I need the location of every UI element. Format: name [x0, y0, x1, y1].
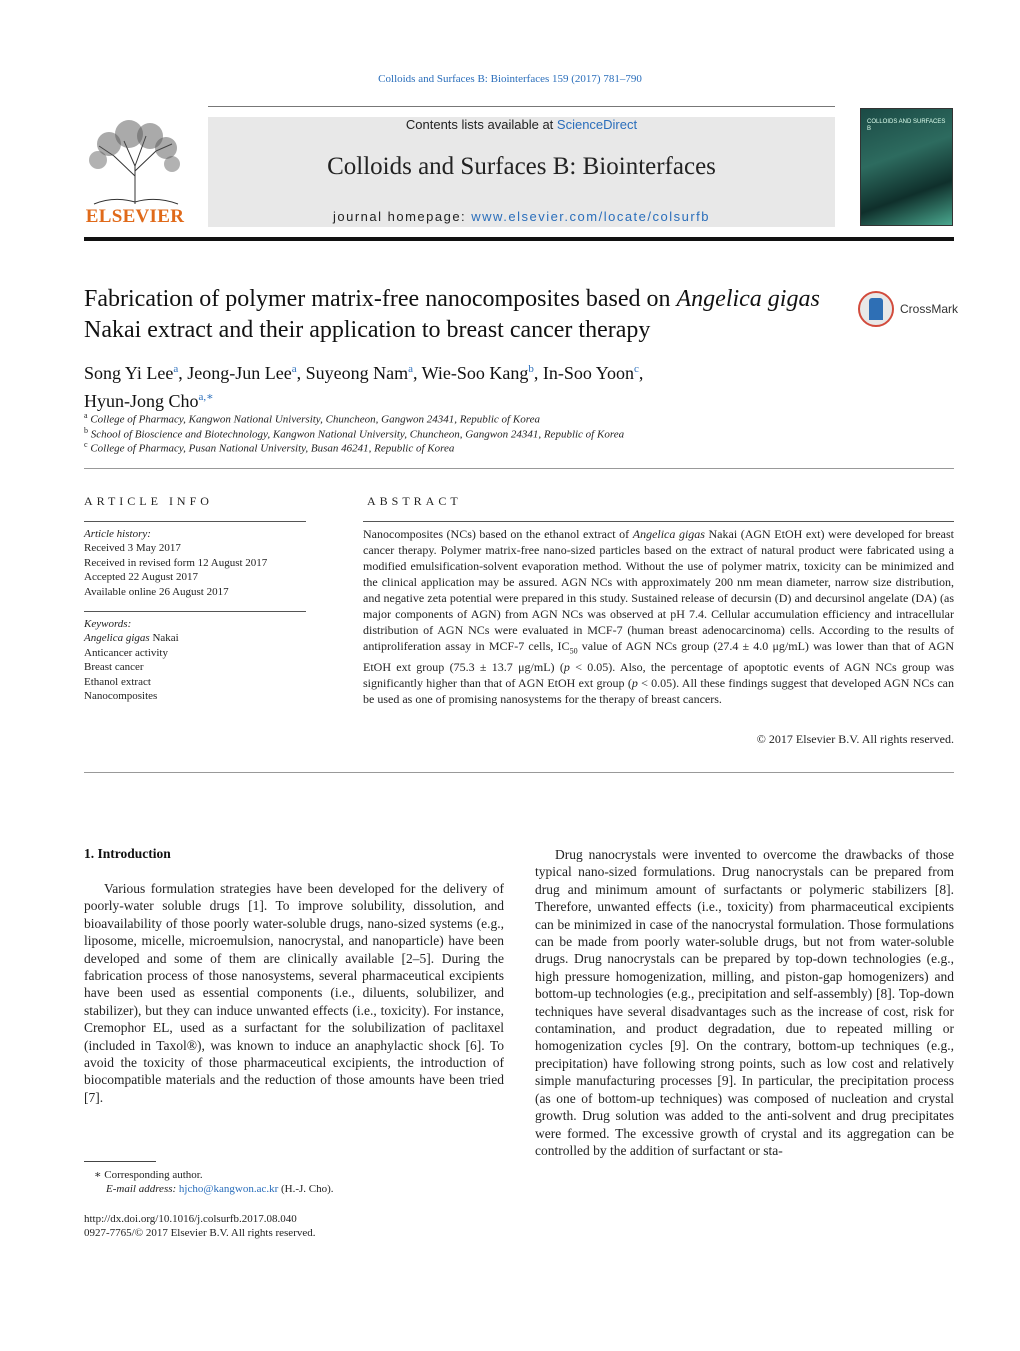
homepage-link[interactable]: www.elsevier.com/locate/colsurfb: [471, 209, 711, 224]
affiliation: [84, 411, 944, 426]
author-affil-sup[interactable]: a: [408, 363, 413, 375]
author-name[interactable]: In-Soo Yoon: [542, 363, 634, 383]
abstract-copyright: © 2017 Elsevier B.V. All rights reserved.: [756, 732, 954, 746]
keywords-rule: [84, 611, 306, 612]
title-part-3: Nakai extract and their application to breast cancer therapy: [84, 317, 651, 343]
keyword: Ethanol extract: [84, 675, 151, 688]
contents-prefix: Contents lists available at: [405, 117, 557, 132]
abstract-text-2: Nakai (AGN EtOH ext) were developed for breast cancer therapy. Polymer matrix-free nano-sized particles based on the extract of natural product were fabricated using a modified emulsification-solvent evaporation method. Without the use of polymer matrix, toxicity can be minimized and the clinical application may be assured. AGN NCs with approximately 200 nm mean diameter, narrow size distribution, and negative zeta potential were prepared in this study. Sustained release of decursin (D) and decursinol angelate (DA) (as major components of AGN) from AGN NCs was observed at pH 7.4. Cellular accumulation efficiency and intracellular distribution of AGN NCs were evaluated in MCF-7 (human breast adenocarcinoma) cells. According to the results of antiproliferation assay in MCF-7 cells, IC: [363, 527, 954, 653]
journal-header: [208, 117, 835, 227]
abstract-italic-3: p: [631, 676, 638, 691]
keyword: Nanocomposites: [84, 690, 158, 703]
abstract-italic-2: p: [563, 660, 570, 675]
abstract-italic-1: Angelica gigas: [632, 527, 705, 541]
abstract-text-1: Nanocomposites (NCs) based on the ethanol extract of: [363, 527, 633, 541]
header-bottom-rule: [84, 237, 954, 241]
abstract-text-4: < 0.05). Also, the percentage of apoptotic events of AGN NCs group was significantly higher than that of AGN EtOH ext group (: [363, 660, 954, 691]
history-item: Available online 26 August 2017: [84, 585, 229, 598]
affiliation-divider: [84, 468, 954, 469]
affiliation-sup: b: [84, 426, 88, 435]
journal-homepage: [208, 209, 835, 224]
history-item: Accepted 22 August 2017: [84, 571, 198, 584]
sciencedirect-link[interactable]: ScienceDirect: [556, 117, 638, 132]
history-label: Article history:: [84, 528, 151, 540]
keywords-label: Keywords:: [84, 618, 132, 630]
issn-line: 0927-7765/© 2017 Elsevier B.V. All rights reserved.: [84, 1227, 316, 1239]
keyword: Breast cancer: [84, 661, 144, 674]
cover-title: COLLOIDS AND SURFACES B: [867, 119, 946, 132]
elsevier-wordmark: ELSEVIER: [85, 206, 185, 227]
abstract-text-5: < 0.05). All these findings suggest that developed AGN NCs can be used as one of promising nanosystems for the therapy of breast cancers.: [363, 676, 954, 707]
abstract-rule: [363, 521, 954, 522]
affiliation: [84, 426, 944, 441]
article-info-heading: ARTICLE INFO: [84, 494, 213, 508]
contents-line: [208, 117, 835, 132]
author-affil-sup[interactable]: a: [173, 363, 179, 375]
author-name[interactable]: Song Yi Lee: [84, 363, 174, 383]
corresponding-author-note: ∗ Corresponding author.: [94, 1169, 203, 1181]
abstract-body: [363, 526, 954, 707]
affiliation-text: College of Pharmacy, Kangwon National University, Chuncheon, Gangwon 24341, Republic of Korea: [90, 413, 540, 426]
footnote-rule: [84, 1161, 156, 1162]
keywords: [84, 617, 306, 703]
affiliation-sup: a: [84, 411, 88, 420]
history-item: Received 3 May 2017: [84, 542, 181, 555]
affiliation: [84, 440, 944, 455]
author-name[interactable]: Hyun-Jong Cho: [84, 391, 199, 411]
journal-cover-image: [860, 108, 953, 226]
article-title: [84, 284, 844, 346]
email-suffix: (H.-J. Cho).: [278, 1183, 334, 1195]
affiliation-sup: c: [84, 440, 88, 449]
keyword: Anticancer activity: [84, 646, 168, 659]
affiliation-text: College of Pharmacy, Pusan National University, Busan 46241, Republic of Korea: [90, 442, 455, 455]
author-list: Song Yi Lee$^a$, Jeong-Jun Lee$^a$, Suyeong Nam$^a$, Wie-Soo Kang$^b$, In-Soo Yoon$^c$, Hyun-Jong Cho$^{a,∗}$: [84, 363, 644, 411]
author-name[interactable]: Jeong-Jun Lee: [187, 363, 292, 383]
intro-paragraph-1: Various formulation strategies have been developed for the delivery of poorly-water soluble drugs [1]. To improve solubility, dissolution, and bioavailability of those poorly water-soluble drugs, nano-sized systems (e.g., liposome, micelle, microemulsion, nanocrystal, and nanoparticle) have been developed and some of them are clinically available [2–5]. During the fabrication process of those nanosystems, several pharmaceutical excipients have been used as essential components (i.e., diluents, solubilizer, and stabilizer), but they can induce unwanted effects (i.e., toxicity). For instance, Cremophor EL, used as a surfactant for the solubilization of paclitaxel (included in Taxol®), was known to induce an anaphylactic shock [6]. To avoid the toxicity of those pharmaceutical excipients, the introduction of biocompatible materials and the reduction of those amounts have been tried [7].: [84, 881, 504, 1105]
article-history: [84, 527, 306, 599]
abstract-text-3: value of AGN NCs group (27.4 ± 4.0 μg/mL) was lower than that of AGN EtOH ext group (75.3 ± 13.7 μg/mL) (: [363, 639, 954, 675]
title-part-2: Angelica gigas: [676, 286, 820, 312]
journal-name: Colloids and Surfaces B: Biointerfaces: [327, 153, 716, 180]
email-link[interactable]: hjcho@kangwon.ac.kr: [178, 1183, 279, 1195]
title-part-1: Fabrication of polymer matrix-free nanocomposites based on: [84, 286, 677, 312]
affiliation-text: School of Bioscience and Biotechnology, Kangwon National University, Chuncheon, Gangwon 24341, Republic of Korea: [90, 428, 625, 441]
intro-left-column: [84, 880, 504, 1106]
intro-paragraph-2: Drug nanocrystals were invented to overcome the drawbacks of those typical nano-sized formulations. Drug nanocrystals can be prepared from drug and minimum amount of surfactants or polymeric stabilizers [8]. Therefore, unwanted effects (i.e., toxicity) from pharmaceutical excipients can be minimized in case of the nanocrystal formulation. Those formulations can be made from poorly water-soluble drugs, but not from water-soluble drugs. Drug nanocrystals can be prepared by top-down technologies (e.g., high pressure homogenization, milling, and piston-gap homogenizers) and bottom-up technologies (e.g., precipitation and self-assembly) [8]. Top-down techniques have several disadvantages such as the increase of cost, risk for contamination, and product degradation, due to repeated milling or homogenization cycles [9]. On the contrary, bottom-up techniques (e.g., precipitation) have following strong points, such as low cost and relatively simple manufacturing processes [9]. In particular, the precipitation process (as one of bottom-up techniques) was composed of nucleation and crystal growth. Drug solution was added to the anti-solvent and drug precipitates were formed. The excessive growth of crystal and its aggregation can be controlled by the addition of surfactant or sta-: [535, 847, 954, 1158]
crossmark-badge[interactable]: [858, 291, 958, 329]
email-note: [84, 1182, 504, 1196]
keyword: Angelica gigas Nakai: [84, 632, 179, 645]
author-name[interactable]: Wie-Soo Kang: [421, 363, 529, 383]
abstract-heading: ABSTRACT: [367, 494, 462, 508]
author-affil-sup[interactable]: a: [291, 363, 297, 375]
author-name[interactable]: Suyeong Nam: [305, 363, 409, 383]
author-affil-sup[interactable]: b: [528, 363, 534, 375]
abstract-subscript: 50: [569, 646, 578, 656]
article-info-rule: [84, 521, 306, 522]
email-label: E-mail address:: [106, 1183, 179, 1195]
history-item: Received in revised form 12 August 2017: [84, 556, 268, 569]
crossmark-label: CrossMark: [900, 302, 959, 316]
author-affil-sup[interactable]: a,∗: [198, 391, 214, 403]
author-affil-sup[interactable]: c: [633, 363, 639, 375]
crossmark-icon: [858, 291, 894, 327]
journal-citation[interactable]: Colloids and Surfaces B: Biointerfaces 159 (2017) 781–790: [378, 73, 642, 85]
abstract-divider: [84, 772, 954, 773]
intro-right-column: [535, 846, 954, 1159]
doi-link[interactable]: http://dx.doi.org/10.1016/j.colsurfb.2017.08.040: [84, 1213, 297, 1225]
homepage-prefix: journal homepage:: [332, 209, 472, 224]
introduction-heading: 1. Introduction: [84, 846, 171, 861]
header-top-rule: [208, 106, 835, 107]
